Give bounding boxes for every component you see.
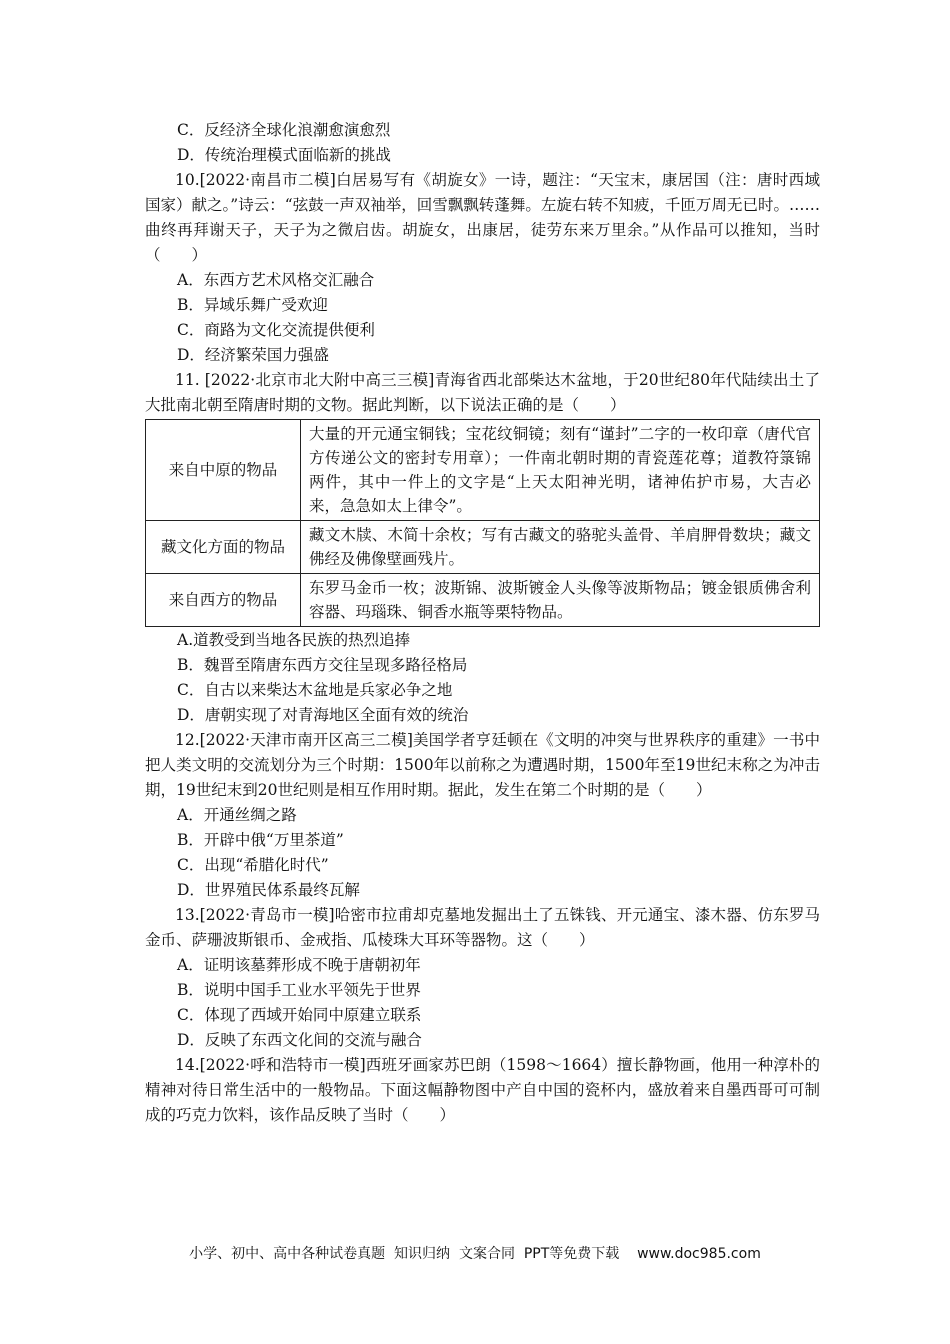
q13-option-d: D．反映了东西文化间的交流与融合 [177,1031,422,1049]
question-13-stem: 13.[2022·青岛市一模]哈密市拉甫却克墓地发掘出土了五铢钱、开元通宝、漆木器、仿东罗马金币、萨珊波斯银币、金戒指、瓜棱珠大耳环等器物。这（ ） [145,906,820,949]
table-value-cell: 大量的开元通宝铜钱；宝花纹铜镜；刻有“谨封”二字的一枚印章（唐代官方传递公文的密封专用章）；一件南北朝时期的青瓷莲花尊；道教符箓锦两件，其中一件上的文字是“上天太阳神光明，诸神佑护市易，大吉必来，急急如太上律令”。 [301,420,820,521]
table-row [146,574,820,627]
page-footer [0,1243,950,1263]
option-c-prev: C．反经济全球化浪潮愈演愈烈 [177,121,391,139]
table-key-cell: 来自中原的物品 [146,420,301,521]
table-value-cell: 藏文木牍、木简十余枚；写有古藏文的骆驼头盖骨、羊肩胛骨数块；藏文佛经及佛像壁画残片。 [301,521,820,574]
q11-option-b: B．魏晋至隋唐东西方交往呈现多路径格局 [177,656,468,674]
artifact-table [145,419,820,627]
q13-option-c: C．体现了西域开始同中原建立联系 [177,1006,422,1024]
table-row [146,420,820,521]
footer-url[interactable]: www.doc985.com [637,1246,761,1262]
q10-option-b: B．异域乐舞广受欢迎 [177,296,328,314]
question-11-stem: 11. [2022·北京市北大附中高三三模]青海省西北部柴达木盆地，于20世纪80年代陆续出土了大批南北朝至隋唐时期的文物。据此判断，以下说法正确的是（ ） [145,371,820,414]
q12-option-a: A．开通丝绸之路 [177,806,297,824]
q10-option-d: D．经济繁荣国力强盛 [177,346,329,364]
table-key-cell: 藏文化方面的物品 [146,521,301,574]
table-key-cell: 来自西方的物品 [146,574,301,627]
q11-option-c: C．自古以来柴达木盆地是兵家必争之地 [177,681,453,699]
q11-option-a: A.道教受到当地各民族的热烈追捧 [177,631,411,649]
q12-option-d: D．世界殖民体系最终瓦解 [177,881,360,899]
q13-option-b: B．说明中国手工业水平领先于世界 [177,981,421,999]
q10-option-a: A．东西方艺术风格交汇融合 [177,271,375,289]
q13-option-a: A．证明该墓葬形成不晚于唐朝初年 [177,956,421,974]
footer-text: 小学、初中、高中各种试卷真题 知识归纳 文案合同 PPT等免费下载 [189,1246,620,1262]
q10-option-c: C．商路为文化交流提供便利 [177,321,375,339]
q11-option-d: D．唐朝实现了对青海地区全面有效的统治 [177,706,469,724]
question-14-stem: 14.[2022·呼和浩特市一模]西班牙画家苏巴朗（1598～1664）擅长静物画，他用一种淳朴的精神对待日常生活中的一般物品。下面这幅静物图中产自中国的瓷杯内，盛放着来自墨西哥可可制成的巧克力饮料，该作品反映了当时（ ） [145,1056,820,1124]
question-10-stem: 10.[2022·南昌市二模]白居易写有《胡旋女》一诗，题注：“天宝末，康居国（注：唐时西域国家）献之。”诗云：“弦鼓一声双袖举，回雪飘飘转蓬舞。左旋右转不知疲，千匝万周无已时。……曲终再拜谢天子，天子为之微启齿。胡旋女，出康居，徒劳东来万里余。”从作品可以推知，当时（ ） [145,171,820,264]
option-d-prev: D．传统治理模式面临新的挑战 [177,146,391,164]
q12-option-b: B．开辟中俄“万里茶道” [177,831,344,849]
q12-option-c: C．出现“希腊化时代” [177,856,329,874]
question-12-stem: 12.[2022·天津市南开区高三二模]美国学者亨廷顿在《文明的冲突与世界秩序的重建》一书中把人类文明的交流划分为三个时期：1500年以前称之为遭遇时期，1500年至19世纪末称之为冲击期，19世纪末到20世纪则是相互作用时期。据此，发生在第二个时期的是（ ） [145,731,820,799]
table-value-cell: 东罗马金币一枚；波斯锦、波斯镀金人头像等波斯物品；镀金银质佛舍利容器、玛瑙珠、铜香水瓶等栗特物品。 [301,574,820,627]
exam-page [145,118,820,1128]
table-row [146,521,820,574]
